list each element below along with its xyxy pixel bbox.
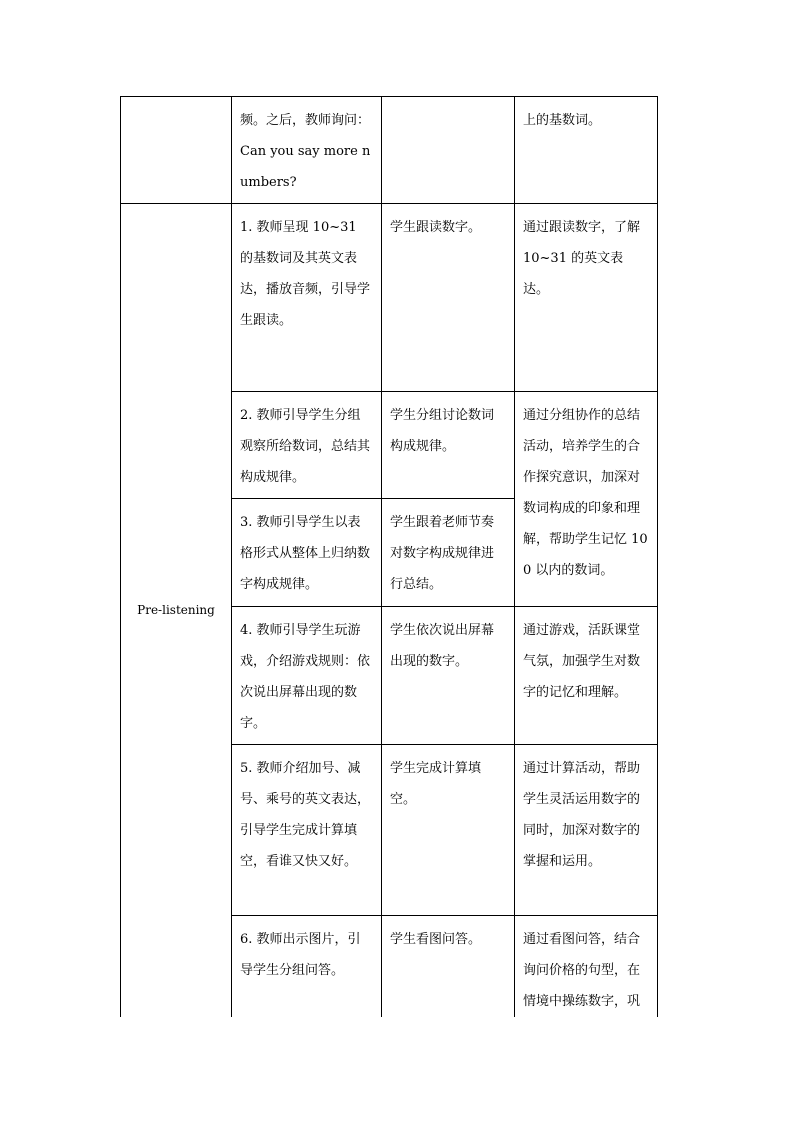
student-activity-cell: 学生完成计算填空。 — [382, 745, 515, 916]
student-activity-cell: 学生跟着老师节奏对数字构成规律进行总结。 — [382, 499, 515, 607]
purpose-cell: 通过游戏，活跃课堂气氛，加强学生对数字的记忆和理解。 — [515, 607, 658, 745]
student-activity-cell: 学生分组讨论数词构成规律。 — [382, 392, 515, 499]
teacher-activity-cell: 1. 教师呈现 10~31 的基数词及其英文表达，播放音频，引导学生跟读。 — [232, 204, 382, 392]
teacher-activity-cell: 3. 教师引导学生以表格形式从整体上归纳数字构成规律。 — [232, 499, 382, 607]
teacher-activity-cell: 4. 教师引导学生玩游戏，介绍游戏规则：依次说出屏幕出现的数字。 — [232, 607, 382, 745]
teacher-activity-cell: 6. 教师出示图片，引导学生分组问答。 — [232, 916, 382, 1018]
purpose-cell: 通过看图问答，结合询问价格的句型，在情境中操练数字，巩 — [515, 916, 658, 1018]
table-row — [121, 204, 658, 392]
purpose-cell: 通过分组协作的总结活动，培养学生的合作探究意识，加深对数词构成的印象和理解，帮助学生记忆 100 以内的数词。 — [515, 392, 658, 607]
teacher-activity-cell: 2. 教师引导学生分组观察所给数词，总结其构成规律。 — [232, 392, 382, 499]
student-activity-cell: 学生看图问答。 — [382, 916, 515, 1018]
student-activity-cell: 学生依次说出屏幕出现的数字。 — [382, 607, 515, 745]
stage-cell — [121, 97, 232, 204]
table-row — [121, 97, 658, 204]
stage-cell-pre-listening: Pre-listening — [121, 204, 232, 1018]
purpose-cell: 上的基数词。 — [515, 97, 658, 204]
student-activity-cell — [382, 97, 515, 204]
purpose-cell: 通过计算活动，帮助学生灵活运用数字的同时，加深对数字的掌握和运用。 — [515, 745, 658, 916]
teacher-activity-cell: 频。之后，教师询问：Can you say more numbers? — [232, 97, 382, 204]
student-activity-cell: 学生跟读数字。 — [382, 204, 515, 392]
teacher-activity-cell: 5. 教师介绍加号、减号、乘号的英文表达，引导学生完成计算填空，看谁又快又好。 — [232, 745, 382, 916]
purpose-cell: 通过跟读数字，了解 10~31 的英文表达。 — [515, 204, 658, 392]
lesson-plan-table — [120, 96, 658, 1017]
